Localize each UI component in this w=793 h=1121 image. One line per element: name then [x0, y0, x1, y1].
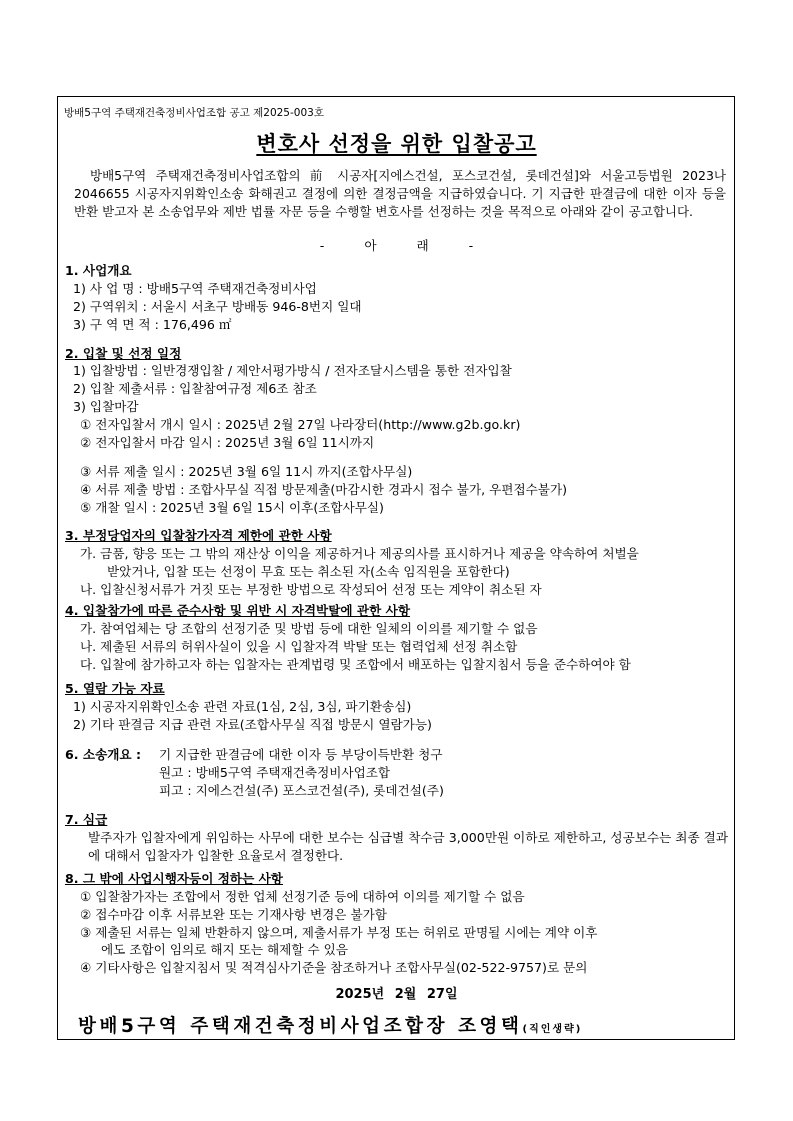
section-2-subitem: ⑤ 개찰 일시 : 2025년 3월 6일 15시 이후(조합사무실) — [80, 500, 384, 515]
section-7-heading: 7. 심급 — [65, 812, 108, 827]
section-3-heading: 3. 부정당업자의 입찰참가자격 제한에 관한 사항 — [65, 528, 332, 543]
section-2-heading: 2. 입찰 및 선정 일정 — [65, 346, 182, 361]
section-2-subitem: ① 전자입찰서 개시 일시 : 2025년 2월 27일 나라장터(http://www.g2b.go.kr) — [80, 417, 521, 432]
section-2-subitem: ③ 서류 제출 일시 : 2025년 3월 6일 11시 까지(조합사무실) — [80, 464, 413, 479]
ara-dash-left: - — [319, 238, 325, 253]
ara-char-a: 아 — [364, 238, 377, 253]
notice-date — [0, 987, 793, 1003]
section-8-item-cont: 에도 조합이 임의로 해지 또는 해제할 수 있음 — [101, 942, 349, 957]
section-8-item: ③ 제출된 서류는 일체 반환하지 않으며, 제출서류가 부정 또는 허위로 판명될 시에는 계약 이후 — [80, 925, 598, 940]
ara-dash-right: - — [468, 238, 474, 253]
title-text: 변호사 선정을 위한 입찰공고 — [256, 132, 537, 156]
section-4-item: 가. 참여업체는 당 조합의 선정기준 및 방법 등에 대한 일체의 이의를 제기할 수 없음 — [80, 621, 538, 636]
section-2-item: 3) 입찰마감 — [73, 399, 139, 414]
section-4-item: 나. 제출된 서류의 허위사실이 있을 시 입찰자격 박탈 또는 협력업체 선정 취소함 — [80, 639, 518, 654]
section-5-item: 1) 시공자지위확인소송 관련 자료(1심, 2심, 3심, 파기환송심) — [73, 699, 412, 714]
ara-char-rae: 래 — [416, 238, 429, 253]
section-8-heading: 8. 그 밖에 사업시행자등이 정하는 사항 — [65, 871, 283, 886]
section-3-item-cont: 받았거나, 입찰 또는 선정이 무효 또는 취소된 자(소속 임직원을 포함한다) — [107, 564, 510, 579]
section-6-heading: 6. 소송개요 : — [65, 747, 142, 762]
date-day: 27일 — [426, 987, 458, 1002]
section-8-item: ④ 기타사항은 입찰지침서 및 적격심사기준을 참조하거나 조합사무실(02-522-9757)로 문의 — [80, 960, 588, 975]
section-1-item: 3) 구 역 면 적 : 176,496 ㎡ — [73, 317, 232, 332]
date-month: 2월 — [394, 987, 417, 1002]
section-6-defendant: 피고 : 지에스건설(주) 포스코건설(주), 롯데건설(주) — [159, 783, 444, 798]
section-1-item: 1) 사 업 명 : 방배5구역 주택재건축정비사업 — [73, 281, 317, 296]
section-1-item: 2) 구역위치 : 서울시 서초구 방배동 946-8번지 일대 — [73, 299, 362, 314]
page-title — [0, 131, 793, 157]
section-2-subitem: ② 전자입찰서 마감 일시 : 2025년 3월 6일 11시까지 — [80, 435, 375, 450]
date-year: 2025년 — [335, 987, 385, 1002]
section-6-summary: 기 지급한 판결금에 대한 이자 등 부당이득반환 청구 — [159, 747, 443, 762]
section-1-heading: 1. 사업개요 — [65, 263, 132, 278]
section-8-item: ② 접수마감 이후 서류보완 또는 기재사항 변경은 불가함 — [80, 907, 387, 922]
section-5-item: 2) 기타 판결금 지급 관련 자료(조합사무실 직접 방문시 열람가능) — [73, 717, 432, 732]
section-6-plaintiff: 원고 : 방배5구역 주택재건축정비사업조합 — [159, 765, 391, 780]
notice-number: 방배5구역 주택재건축정비사업조합 공고 제2025-003호 — [64, 107, 324, 119]
section-2-item: 2) 입찰 제출서류 : 입찰참여규정 제6조 참조 — [73, 381, 317, 396]
ara-divider — [0, 238, 793, 254]
section-2-subitem: ④ 서류 제출 방법 : 조합사무실 직접 방문제출(마감시한 경과시 접수 불가, 우편접수불가) — [80, 482, 568, 497]
section-3-item: 가. 금품, 향응 또는 그 밖의 재산상 이익을 제공하거나 제공의사를 표시하거나 제공을 약속하여 처벌을 — [80, 546, 639, 561]
section-4-heading: 4. 입찰참가에 따른 준수사항 및 위반 시 자격박탈에 관한 사항 — [65, 603, 410, 618]
signature-line — [78, 1015, 582, 1042]
section-3-item: 나. 입찰신청서류가 거짓 또는 부정한 방법으로 작성되어 선정 또는 계약이 취소된 자 — [80, 582, 542, 597]
seal-note: (직인생략) — [522, 1024, 583, 1035]
intro-paragraph: 방배5구역 주택재건축정비사업조합의 前 시공자[지에스건설, 포스코건설, 롯데건설]와 서울고등법원 2023나 2046655 시공자지위확인소송 화해권고 결정에 의한 결정금액을 지급하였습니다. 기 지급한 판결금에 대한 이자 등을 반환 받고자 본 소송업무와 제반 법률 자문 등을 수행할 변호사를 선정하는 것을 목적으로 아래와 같이 공고합니다. — [74, 168, 726, 219]
section-4-item: 다. 입찰에 참가하고자 하는 입찰자는 관계법령 및 조합에서 배포하는 입찰지침서 등을 준수하여야 함 — [80, 657, 631, 672]
signatory: 방배5구역 주택재건축정비사업조합장 조영택 — [78, 1016, 523, 1037]
section-7-text: 발주자가 입찰자에게 위임하는 사무에 대한 보수는 심급별 착수금 3,000만원 이하로 제한하고, 성공보수는 최종 결과에 대해서 입찰자가 입찰한 요율로서 결정한다. — [88, 830, 728, 863]
section-8-item: ① 입찰참가자는 조합에서 정한 업체 선정기준 등에 대하여 이의를 제기할 수 없음 — [80, 889, 525, 904]
section-5-heading: 5. 열람 가능 자료 — [65, 681, 165, 696]
section-2-item: 1) 입찰방법 : 일반경쟁입찰 / 제안서평가방식 / 전자조달시스템을 통한 전자입찰 — [73, 363, 512, 378]
